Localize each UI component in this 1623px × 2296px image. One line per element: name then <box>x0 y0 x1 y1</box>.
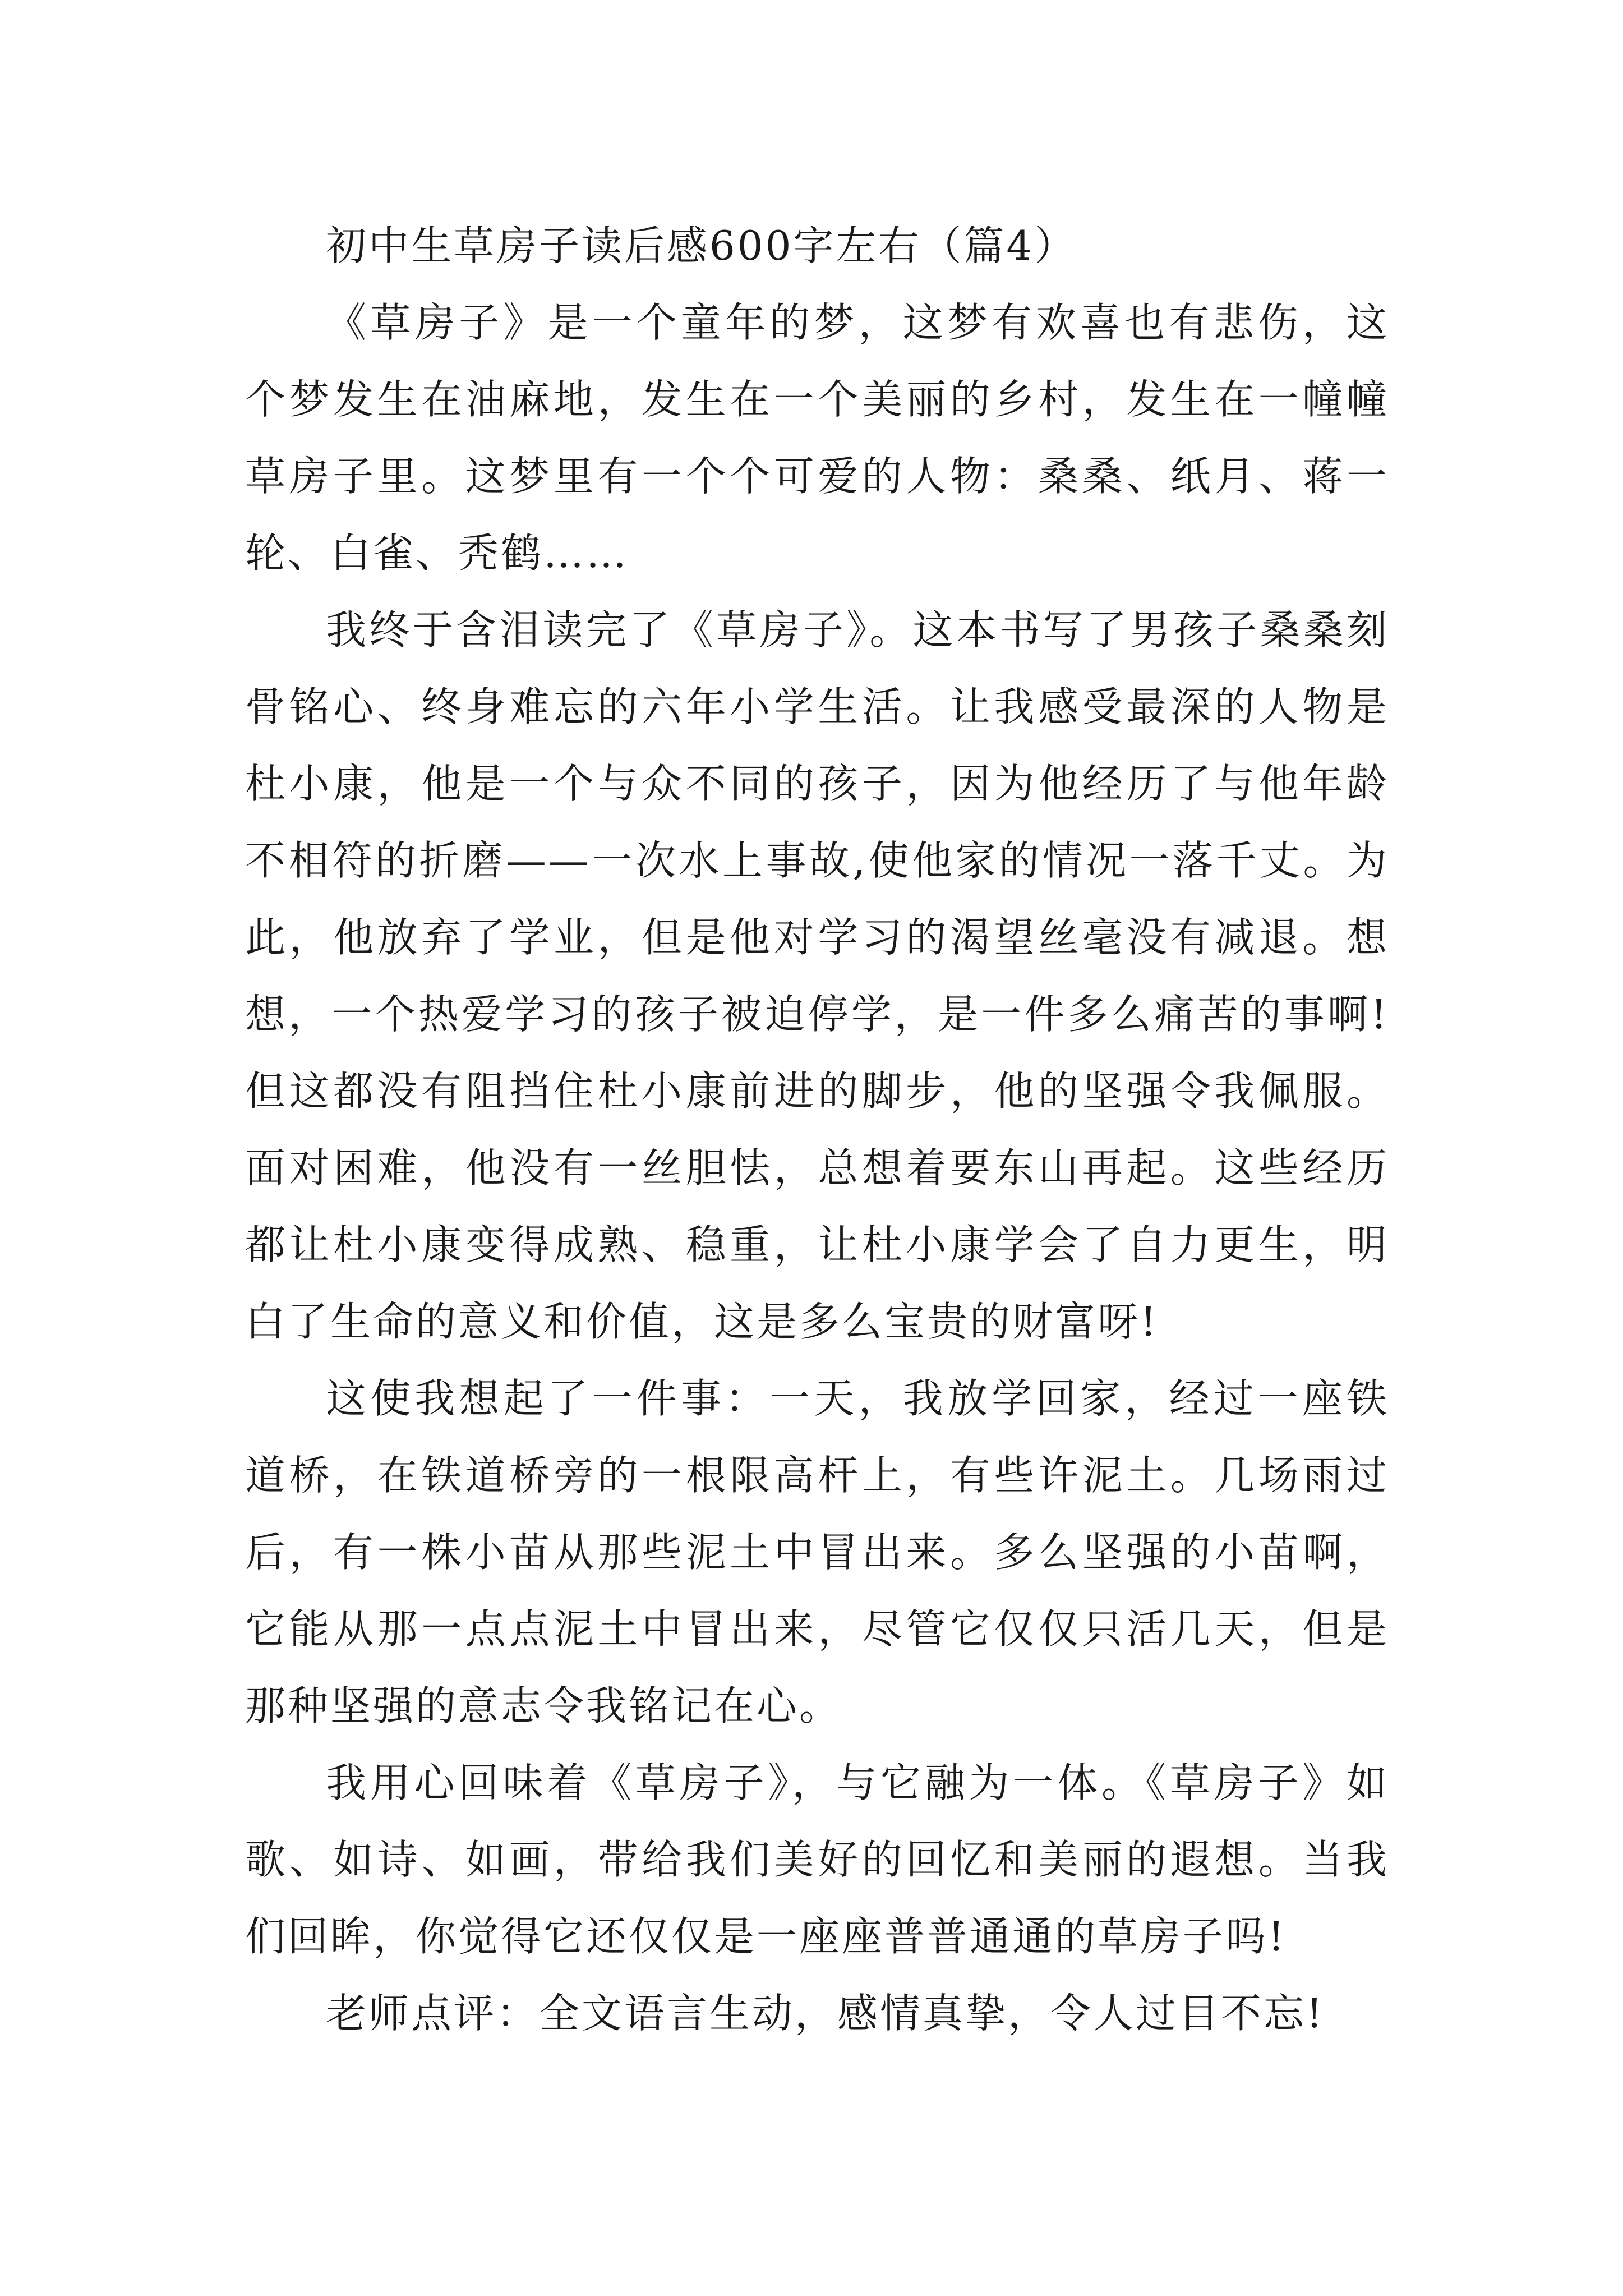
paragraph-du-xiaokang: 我终于含泪读完了《草房子》。这本书写了男孩子桑桑刻骨铭心、终身难忘的六年小学生活。让我感受最深的人物是杜小康，他是一个与众不同的孩子，因为他经历了与他年龄不相符的折磨——一次水上事故,使他家的情况一落千丈。为此，他放弃了学业，但是他对学习的渴望丝毫没有减退。想想，一个热爱学习的孩子被迫停学，是一件多么痛苦的事啊!但这都没有阻挡住杜小康前进的脚步，他的坚强令我佩服。面对困难，他没有一丝胆怯，总想着要东山再起。这些经历都让杜小康变得成熟、稳重，让杜小康学会了自力更生，明白了生命的意义和价值，这是多么宝贵的财富呀! <box>245 606 1389 1345</box>
paragraph-intro: 《草房子》是一个童年的梦，这梦有欢喜也有悲伤，这个梦发生在油麻地，发生在一个美丽的乡村，发生在一幢幢草房子里。这梦里有一个个可爱的人物：桑桑、纸月、蒋一轮、白雀、秃鹤…… <box>245 299 1389 577</box>
document-body <box>245 208 1389 2052</box>
paragraph-seedling: 这使我想起了一件事：一天，我放学回家，经过一座铁道桥，在铁道桥旁的一根限高杆上，有些许泥土。几场雨过后，有一株小苗从那些泥土中冒出来。多么坚强的小苗啊，它能从那一点点泥土中冒出来，尽管它仅仅只活几天，但是那种坚强的意志令我铭记在心。 <box>245 1375 1389 1729</box>
paragraph-reflection: 我用心回味着《草房子》，与它融为一体。《草房子》如歌、如诗、如画，带给我们美好的回忆和美丽的遐想。当我们回眸，你觉得它还仅仅是一座座普普通通的草房子吗! <box>245 1759 1389 1960</box>
document-title: 初中生草房子读后感600字左右（篇4） <box>326 222 1077 269</box>
paragraph-teacher-comment: 老师点评：全文语言生动，感情真挚，令人过目不忘! <box>326 1990 1325 2037</box>
